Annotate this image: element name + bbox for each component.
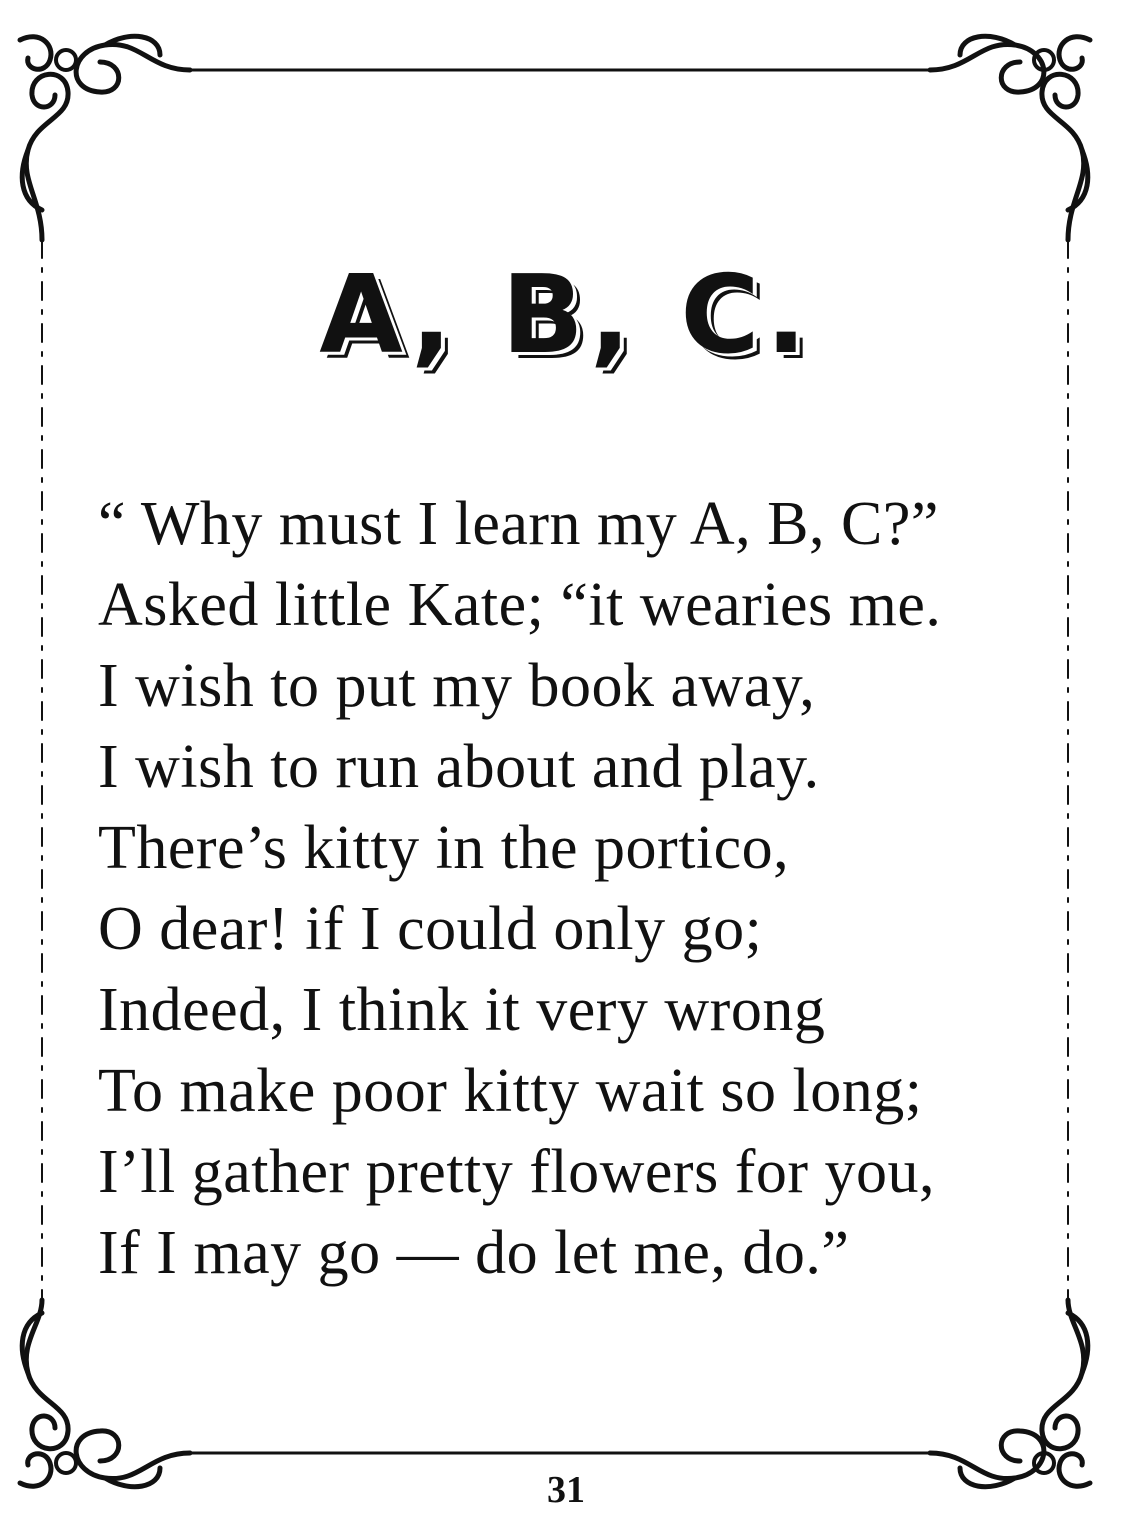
poem-line: I’ll gather pretty flowers for you, (98, 1138, 936, 1206)
poem-line: Indeed, I think it very wrong (98, 976, 826, 1044)
poem-line: I wish to run about and play. (98, 733, 820, 801)
corner-flourish-bottom-right (930, 1300, 1090, 1487)
poem-line: Asked little Kate; “it wearies me. (98, 571, 942, 639)
poem-line: There’s kitty in the portico, (98, 814, 790, 882)
corner-flourish-top-right (930, 36, 1090, 240)
page-number: 31 (547, 1469, 585, 1511)
corner-flourish-top-left (20, 36, 190, 240)
corner-flourish-bottom-left (20, 1300, 190, 1487)
page-title: A, B, C. (319, 253, 813, 378)
poem-line: O dear! if I could only go; (98, 895, 763, 963)
poem-text (98, 484, 1058, 1294)
poem-line: “ Why must I learn my A, B, C?” (98, 490, 939, 558)
poem-line: If I may go — do let me, do.” (98, 1219, 850, 1287)
poem-line: To make poor kitty wait so long; (98, 1057, 923, 1125)
poem-line: I wish to put my book away, (98, 652, 816, 720)
